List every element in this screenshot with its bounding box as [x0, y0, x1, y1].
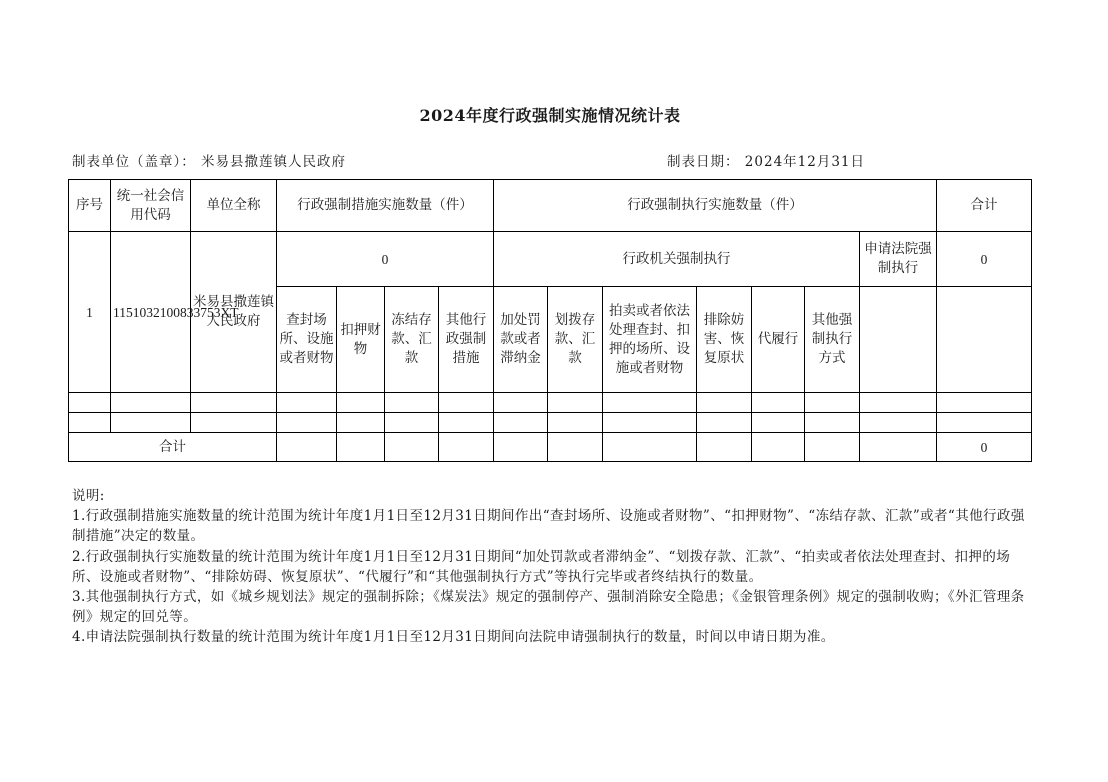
date-label: 制表日期： [667, 154, 740, 170]
enforcement-col-other: 其他强制执行方式 [805, 287, 860, 393]
enforcement-col-fine: 加处罚款或者滞纳金 [494, 287, 548, 393]
note-item: 1.行政强制措施实施数量的统计范围为统计年度1月1日至12月31日期间作出“查封场所、设施或者财物”、“扣押财物”、“冻结存款、汇款”或者“其他行政强制措施”决定的数量。 [72, 508, 1025, 545]
note-item: 3.其他强制执行方式，如《城乡规划法》规定的强制拆除；《煤炭法》规定的强制停产、强制消除安全隐患；《金银管理条例》规定的强制收购；《外汇管理条例》规定的回兑等。 [72, 589, 1025, 626]
prepared-by-unit [72, 150, 346, 170]
agency-enforcement-label: 行政机关强制执行 [494, 232, 860, 287]
statistics-table [68, 179, 1032, 462]
court-enforcement-label: 申请法院强制执行 [860, 232, 937, 287]
row-unit-name: 米易县撒莲镇人民政府 [191, 232, 277, 393]
header-measures-group: 行政强制措施实施数量（件） [277, 180, 494, 232]
header-enforcement-group: 行政强制执行实施数量（件） [494, 180, 937, 232]
data-row-upper [69, 232, 1032, 287]
enforcement-col-transfer: 划拨存款、汇款 [548, 287, 603, 393]
note-item: 4.申请法院强制执行数量的统计范围为统计年度1月1日至12月31日期间向法院申请强制执行的数量，时间以申请日期为准。 [72, 629, 835, 646]
unit-label: 制表单位（盖章）： [72, 154, 196, 170]
notes-heading: 说明: [72, 488, 105, 504]
notes-section [72, 486, 1030, 648]
header-total: 合计 [937, 180, 1032, 232]
measure-col-freeze: 冻结存款、汇款 [385, 287, 439, 393]
row-credit-code: 1151032100833753XT [111, 232, 191, 393]
measure-col-detain: 扣押财物 [337, 287, 385, 393]
enforcement-col-remove: 排除妨害、恢复原状 [697, 287, 752, 393]
enforcement-col-substitute: 代履行 [752, 287, 805, 393]
unit-name: 米易县撒莲镇人民政府 [201, 154, 347, 170]
header-credit-code: 统一社会信用代码 [111, 180, 191, 232]
date-value: 2024年12月31日 [744, 154, 866, 170]
court-total-value: 0 [937, 232, 1032, 287]
enforcement-col-auction: 拍卖或者依法处理查封、扣押的场所、设施或者财物 [603, 287, 697, 393]
empty-row [69, 393, 1032, 413]
note-item: 2.行政强制执行实施数量的统计范围为统计年度1月1日至12月31日期间“加处罚款或者滞纳金”、“划拨存款、汇款”、“拍卖或者依法处理查封、扣押的场所、设施或者财物”、“排除妨碍、恢复原状”、“代履行”和“其他强制执行方式”等执行完毕或者终结执行的数量。 [72, 548, 1011, 585]
empty-row [69, 413, 1032, 433]
header-unit-name: 单位全称 [191, 180, 277, 232]
measure-col-seal: 查封场所、设施或者财物 [277, 287, 337, 393]
sum-value: 0 [937, 433, 1032, 462]
measure-col-other: 其他行政强制措施 [439, 287, 494, 393]
header-seq: 序号 [69, 180, 111, 232]
court-blank [860, 287, 937, 393]
header-row [69, 180, 1032, 232]
sum-label: 合计 [69, 433, 277, 462]
row-seq: 1 [69, 232, 111, 393]
total-blank [937, 287, 1032, 393]
page-title: 2024年度行政强制实施情况统计表 [419, 106, 681, 125]
sum-row [69, 433, 1032, 462]
prepared-date [667, 150, 865, 170]
measures-total-value: 0 [277, 232, 494, 287]
